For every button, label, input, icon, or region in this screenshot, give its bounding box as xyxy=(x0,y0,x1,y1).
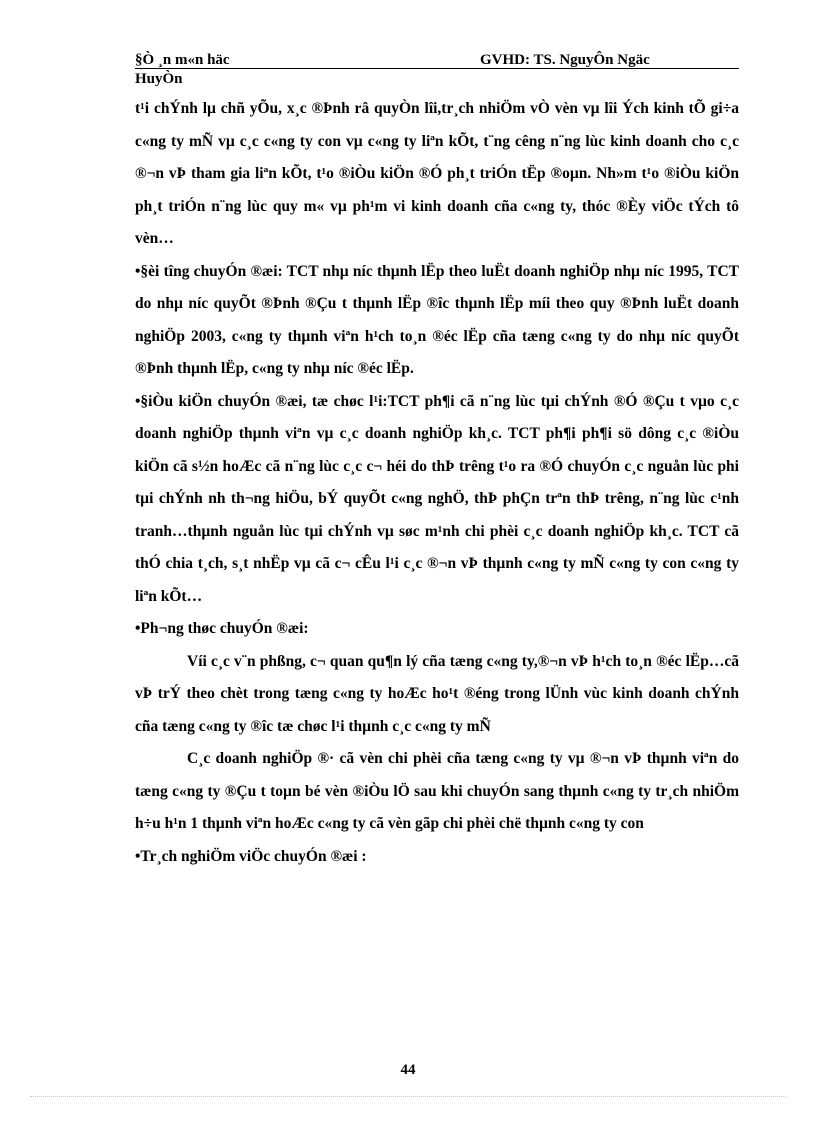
header-left: §Ò ¸n m«n häc xyxy=(135,52,230,68)
page-bottom-divider xyxy=(30,1096,786,1097)
header-continuation: HuyÒn xyxy=(135,71,183,87)
paragraph: •§èi tîng chuyÓn ®æi: TCT nhµ níc thµnh lËp theo luËt doanh nghiÖp nhµ níc 1995, TCT do nhµ níc quyÕt ®Þnh ®Çu t thµnh lËp ®îc thµnh lËp míi theo quy ®Þnh luËt doanh nghiÖp 2003, c«ng ty thµnh viªn h¹ch to¸n ®éc lËp cña tæng c«ng ty do nhµ níc quyÕt ®Þnh thµnh lËp, c«ng ty nhµ níc ®éc lËp. xyxy=(135,262,739,377)
paragraph: •Tr¸ch nghiÖm viÖc chuyÓn ®æi : xyxy=(135,847,367,865)
page-header xyxy=(135,50,739,70)
header-right: GVHD: TS. NguyÔn Ngäc xyxy=(480,52,650,68)
body-text xyxy=(135,93,739,873)
paragraph: •Ph¬ng thøc chuyÓn ®æi: xyxy=(135,620,309,637)
paragraph: Víi c¸c v¨n phßng, c¬ quan qu¶n lý cña tæng c«ng ty,®¬n vÞ h¹ch to¸n ®éc lËp…cã vÞ trÝ theo chèt trong tæng c«ng ty hoÆc ho¹t ®éng trong lÜnh vùc kinh doanh chÝnh cña tæng c«ng ty ®îc tæ chøc l¹i thµnh c¸c c«ng ty mÑ xyxy=(135,652,739,735)
page-number: 44 xyxy=(400,1062,416,1078)
paragraph: C¸c doanh nghiÖp ®· cã vèn chi phèi cña tæng c«ng ty vµ ®¬n vÞ thµnh viªn do tæng c«ng ty ®Çu t toµn bé vèn ®iÒu lÖ sau khi chuyÓn sang thµnh c«ng ty tr¸ch nhiÖm h÷u h¹n 1 thµnh viªn hoÆc c«ng ty cã vèn gãp chi phèi chë thµnh c«ng ty con xyxy=(135,750,739,832)
paragraph: t¹i chÝnh lµ chñ yÕu, x¸c ®Þnh râ quyÒn lîi,tr¸ch nhiÖm vÒ vèn vµ lîi Ých kinh tÕ gi÷a c«ng ty mÑ vµ c¸c c«ng ty con vµ c«ng ty liªn kÕt, t¨ng cêng n¨ng lùc kinh doanh cho c¸c ®¬n vÞ tham gia liªn kÕt, t¹o ®iÒu kiÖn ®Ó ph¸t triÓn tËp ®oµn. Nh»m t¹o ®iÒu kiÖn ph¸t triÓn n¨ng lùc quy m« vµ ph¹m vi kinh doanh cña c«ng ty, thóc ®Èy viÖc tÝch tô vèn… xyxy=(135,100,739,247)
header-rule xyxy=(135,68,739,69)
paragraph: •§iÒu kiÖn chuyÓn ®æi, tæ chøc l¹i:TCT ph¶i cã n¨ng lùc tµi chÝnh ®Ó ®Çu t vµo c¸c doanh nghiÖp thµnh viªn vµ c¸c doanh nghiÖp kh¸c. TCT ph¶i ph¶i sö dông c¸c ®iÒu kiÖn cã s½n hoÆc cã n¨ng lùc c¸c c¬ héi do thÞ trêng t¹o ra ®Ó chuyÓn c¸c nguån lùc phi tµi chÝnh nh th¬ng hiÖu, bÝ quyÕt c«ng nghÖ, thÞ phÇn trªn thÞ trêng, n¨ng lùc c¹nh tranh…thµnh nguån lùc tµi chÝnh vµ søc m¹nh chi phèi c¸c doanh nghiÖp kh¸c. TCT cã thÓ chia t¸ch, s¸t nhËp vµ cã c¬ cÊu l¹i c¸c ®¬n vÞ thµnh c«ng ty mÑ c«ng ty con c«ng ty liªn kÕt… xyxy=(135,392,739,605)
